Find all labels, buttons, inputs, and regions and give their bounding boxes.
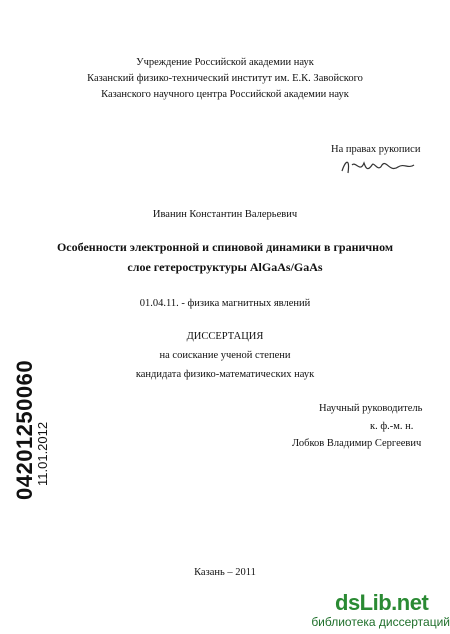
supervisor-label: Научный руководитель [319, 403, 423, 414]
watermark-subtitle: библиотека диссертаций [311, 615, 450, 629]
handwritten-signature [338, 155, 418, 177]
degree-line-2: кандидата физико-математических наук [135, 369, 315, 380]
manuscript-note: На правах рукописи [331, 144, 421, 155]
side-stamp-code: 04201250060 [12, 359, 37, 500]
dissertation-title-line-2: слое гетероструктуры AlGaAs/GaAs [127, 260, 323, 274]
work-type-heading: ДИССЕРТАЦИЯ [186, 331, 264, 342]
institution-line-3: Казанского научного центра Российской академии наук [101, 89, 349, 100]
dslib-watermark [300, 590, 450, 630]
place-year: Казань – 2011 [194, 567, 256, 578]
specialty: 01.04.11. - физика магнитных явлений [139, 298, 311, 309]
watermark-logo: dsLib.net [335, 590, 429, 615]
institution-line-1: Учреждение Российской академии наук [136, 57, 314, 68]
institution-line-2: Казанский физико-технический институт им. Е.К. Завойского [87, 73, 363, 84]
degree-line-1: на соискание ученой степени [159, 350, 291, 361]
supervisor-name: Лобков Владимир Сергеевич [292, 438, 422, 449]
side-stamp-date: 11.01.2012 [35, 421, 50, 486]
author-name: Иванин Константин Валерьевич [152, 209, 298, 220]
dissertation-title-line-1: Особенности электронной и спиновой динамики в граничном [56, 240, 394, 254]
supervisor-degree: к. ф.-м. н. [370, 421, 414, 432]
